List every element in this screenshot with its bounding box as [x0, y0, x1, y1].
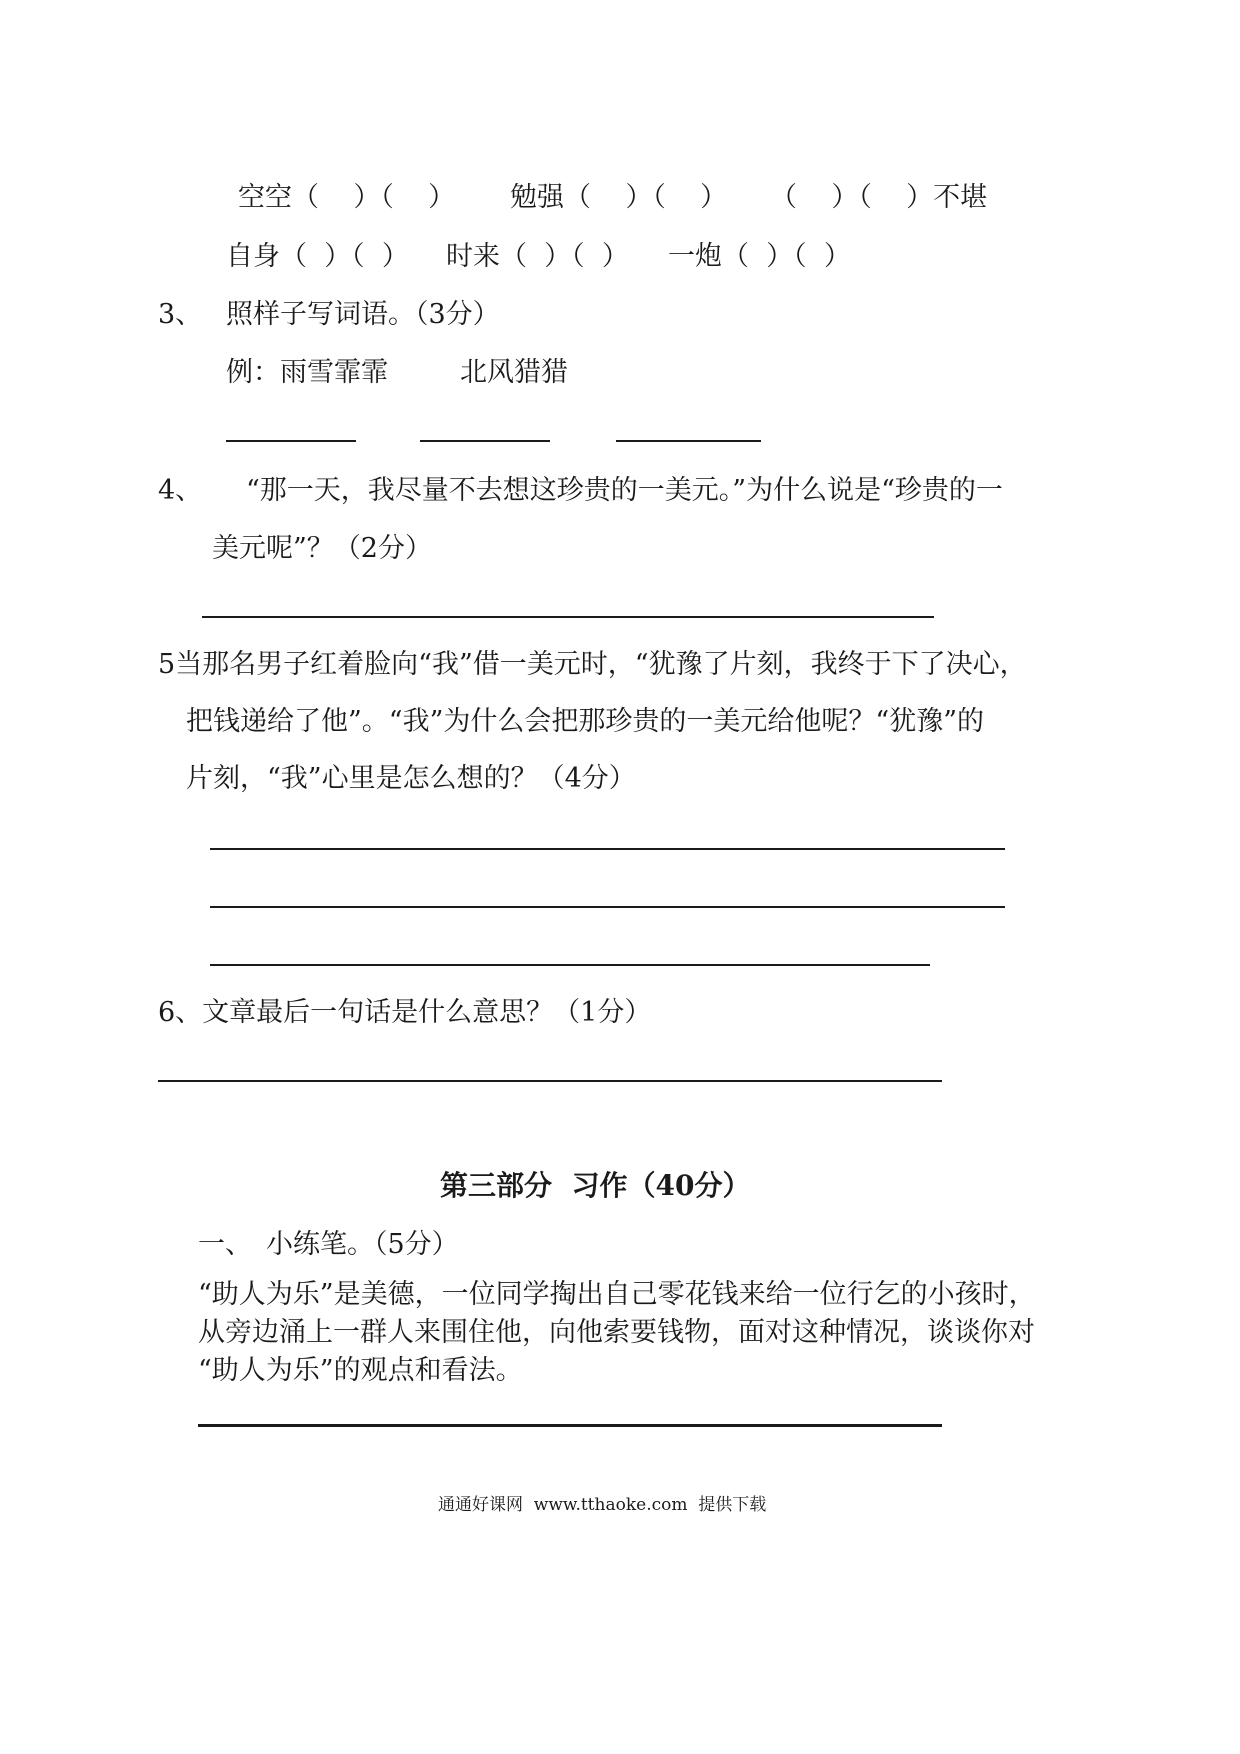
q3-example-second: 北风猎猎 [460, 357, 568, 388]
q3-example: 例：雨雪霏霏 [226, 357, 388, 388]
idiom-blank-2: 勉强（ ）（ ） [510, 182, 728, 213]
idiom-blank-6: 一炮（ ）（ ） [668, 241, 851, 272]
q5-line3: 片刻，“我”心里是怎么想的？（4分） [186, 763, 636, 794]
q3-text: 照样子写词语。（3分） [226, 299, 500, 330]
answer-line[interactable] [158, 1080, 942, 1082]
prompt-line3: “助人为乐”的观点和看法。 [198, 1355, 523, 1386]
part1-title: 小练笔。（5分） [266, 1229, 459, 1260]
q3-number: 3、 [158, 299, 203, 330]
q4-line2: 美元呢”？（2分） [212, 533, 432, 564]
answer-line[interactable] [210, 906, 1005, 908]
part1-number: 一、 [198, 1229, 252, 1260]
answer-line[interactable] [616, 440, 761, 442]
q4-line1: “那一天，我尽量不去想这珍贵的一美元。”为什么说是“珍贵的一 [246, 475, 1003, 506]
answer-line[interactable] [226, 440, 356, 442]
section-title: 第三部分 习作（40分） [440, 1169, 751, 1202]
prompt-line2: 从旁边涌上一群人来围住他，向他索要钱物，面对这种情况，谈谈你对 [198, 1317, 1035, 1348]
idiom-blank-3: （ ）（ ）不堪 [770, 182, 988, 213]
answer-line[interactable] [202, 616, 934, 618]
idiom-blank-4: 自身（ ）（ ） [226, 241, 409, 272]
q6-text: 6、文章最后一句话是什么意思？（1分） [158, 997, 652, 1028]
q4-number: 4、 [158, 475, 203, 506]
answer-line[interactable] [198, 1424, 942, 1427]
answer-line[interactable] [210, 848, 1005, 850]
answer-line[interactable] [210, 964, 930, 966]
idiom-blank-1: 空空（ ）（ ） [238, 182, 456, 213]
idiom-blank-5: 时来（ ）（ ） [446, 241, 629, 272]
q5-line2: 把钱递给了他”。“我”为什么会把那珍贵的一美元给他呢？“犹豫”的 [186, 706, 985, 737]
footer-text: 通通好课网 www.tthaoke.com 提供下载 [438, 1495, 767, 1515]
answer-line[interactable] [420, 440, 550, 442]
prompt-line1: “助人为乐”是美德，一位同学掏出自己零花钱来给一位行乞的小孩时， [198, 1279, 1036, 1310]
q5-line1: 5当那名男子红着脸向“我”借一美元时，“犹豫了片刻，我终于下了决心， [158, 649, 1027, 680]
